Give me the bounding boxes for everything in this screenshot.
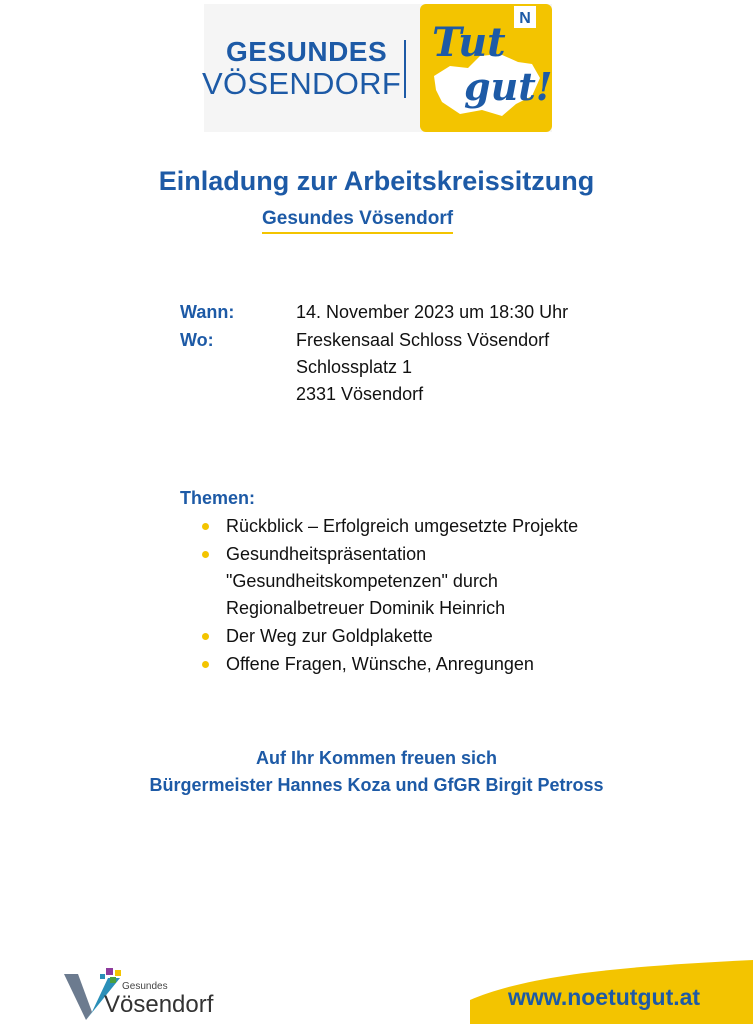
where-line-street: Schlossplatz 1 xyxy=(296,357,413,377)
footer-website-url[interactable]: www.noetutgut.at xyxy=(508,984,701,1010)
logo-square-blue xyxy=(100,974,105,979)
topic-item: Offene Fragen, Wünsche, Anregungen xyxy=(226,654,534,674)
when-value: 14. November 2023 um 18:30 Uhr xyxy=(296,302,569,322)
where-line-venue: Freskensaal Schloss Vösendorf xyxy=(296,330,550,350)
logo-text-voesendorf: VÖSENDORF xyxy=(202,66,402,101)
where-label: Wo: xyxy=(180,330,214,350)
where-line-city: 2331 Vösendorf xyxy=(296,384,424,404)
badge-corner-letter: N xyxy=(519,10,531,27)
logo-text-gesundes: GESUNDES xyxy=(226,36,388,67)
closing-line-1: Auf Ihr Kommen freuen sich xyxy=(255,748,498,768)
topics-label: Themen: xyxy=(180,488,256,508)
topic-item: Rückblick – Erfolgreich umgesetzte Projekte xyxy=(226,516,579,536)
closing-line-2: Bürgermeister Hannes Koza und GfGR Birgit Petross xyxy=(149,775,604,795)
tut-gut-badge-logo xyxy=(420,4,552,132)
logo-square-green xyxy=(110,977,116,983)
topic-item-continuation: Regionalbetreuer Dominik Heinrich xyxy=(226,598,506,618)
logo-square-yellow xyxy=(115,970,121,976)
bullet-icon xyxy=(202,633,209,640)
logo-v-shape-grey xyxy=(64,974,92,1020)
topic-item-continuation: "Gesundheitskompetenzen" durch xyxy=(226,571,498,591)
bullet-icon xyxy=(202,661,209,668)
page-title: Einladung zur Arbeitskreissitzung xyxy=(158,166,595,196)
topic-item: Gesundheitspräsentation xyxy=(226,544,427,564)
bullet-icon xyxy=(202,551,209,558)
topic-item: Der Weg zur Goldplakette xyxy=(226,626,433,646)
logo-square-purple xyxy=(106,968,113,975)
logo-divider xyxy=(404,40,406,98)
page-subtitle: Gesundes Vösendorf xyxy=(262,208,453,234)
badge-text-gut: gut! xyxy=(464,64,552,109)
bullet-icon xyxy=(202,523,209,530)
footer-logo-small-text: Gesundes xyxy=(122,981,168,992)
badge-text-tut: Tut xyxy=(432,19,506,66)
footer-logo-large-text: Vösendorf xyxy=(104,991,214,1018)
when-label: Wann: xyxy=(180,302,235,322)
